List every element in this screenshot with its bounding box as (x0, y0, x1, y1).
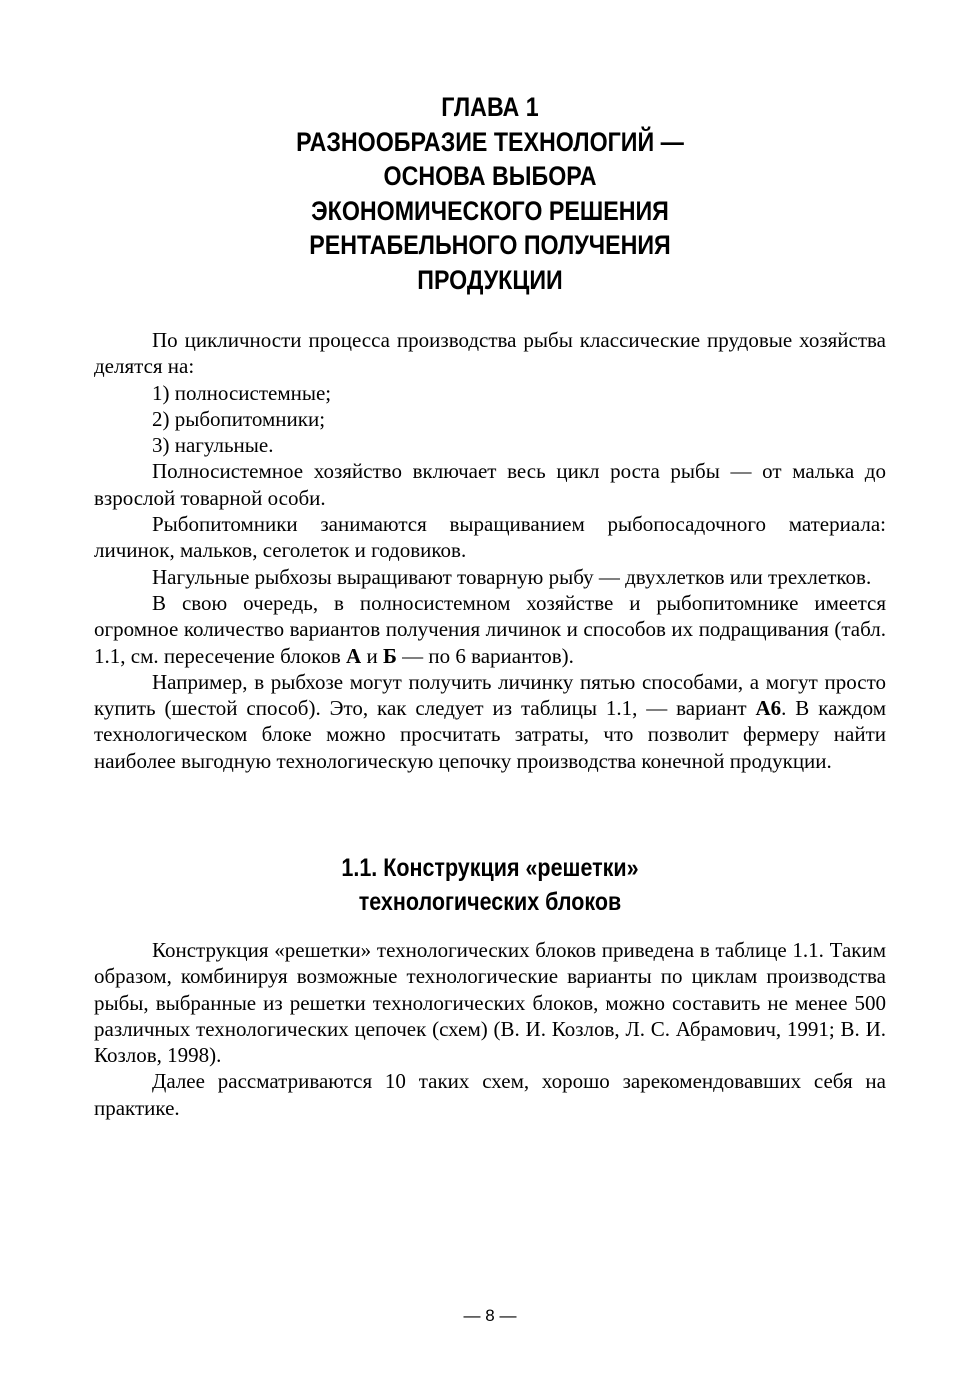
intro-text (94, 327, 886, 774)
paragraph: По цикличности процесса производства рыбы классические прудовые хозяйства делятся на: (94, 328, 886, 379)
chapter-title-line: ПРОДУКЦИИ (417, 264, 563, 295)
chapter-title-line: РЕНТАБЕЛЬНОГО ПОЛУЧЕНИЯ (309, 230, 671, 260)
list-item: 2) рыбопитомники; (152, 406, 326, 431)
section-text (94, 937, 886, 1121)
list-item: 1) полносистемные; (152, 380, 332, 405)
paragraph: Рыбопитомники занимаются выращиванием рыбопосадочного материала: личинок, мальков, сеголеток и годовиков. (94, 512, 886, 563)
paragraph: Конструкция «решетки» технологических блоков приведена в таблице 1.1. Таким образом, комбинируя возможные технологические варианты по циклам производства рыбы, выбранные из решетки технологических блоков, можно составить не менее 500 различных технологических цепочек (схем) (В. И. Козлов, Л. С. Абрамович, 1991; В. И. Козлов, 1998). (94, 938, 886, 1068)
paragraph: Полносистемное хозяйство включает весь цикл роста рыбы — от малька до взрослой товарной особи. (94, 459, 886, 510)
paragraph-text: и (361, 643, 383, 668)
chapter-title-line: ГЛАВА 1 (441, 92, 539, 122)
paragraph-text: — по 6 вариантов). (396, 643, 574, 668)
paragraph-text: . В каждом технологическом блоке можно просчитать затраты, что позволит фермеру найти наиболее выгодную технологическую цепочку производства конечной продукции. (94, 696, 887, 773)
paragraph-text: В свою очередь, в полносистемном хозяйстве и рыбопитомнике имеется огромное количество вариантов получения личинок и способов их подращивания (табл. 1.1, см. пересечение блоков (94, 590, 886, 668)
section-title-line: 1.1. Конструкция «решетки» (341, 854, 639, 882)
list-item: 3) нагульные. (152, 433, 274, 458)
paragraph: Далее рассматриваются 10 таких схем, хорошо зарекомендовавших себя на практике. (94, 1069, 886, 1120)
chapter-title-line: РАЗНООБРАЗИЕ ТЕХНОЛОГИЙ — (296, 126, 684, 157)
page-number: — 8 — (463, 1306, 517, 1325)
chapter-title-line: ЭКОНОМИЧЕСКОГО РЕШЕНИЯ (311, 195, 669, 226)
paragraph-text: Например, в рыбхозе могут получить личинку пятью способами, а могут просто купить (шестой способ). Это, как следует из таблицы 1.1, — вариант (94, 669, 886, 721)
section-title-line: технологических блоков (358, 888, 622, 916)
block-label-b: Б (382, 643, 397, 668)
chapter-title-line: ОСНОВА ВЫБОРА (383, 161, 597, 191)
section-title (69, 851, 912, 919)
chapter-title (69, 90, 912, 297)
block-label-a: А (346, 643, 362, 668)
variant-label: А6 (755, 696, 782, 721)
paragraph: Нагульные рыбхозы выращивают товарную рыбу — двухлетков или трехлетков. (152, 564, 872, 589)
paragraph (94, 590, 886, 669)
paragraph (94, 669, 886, 774)
